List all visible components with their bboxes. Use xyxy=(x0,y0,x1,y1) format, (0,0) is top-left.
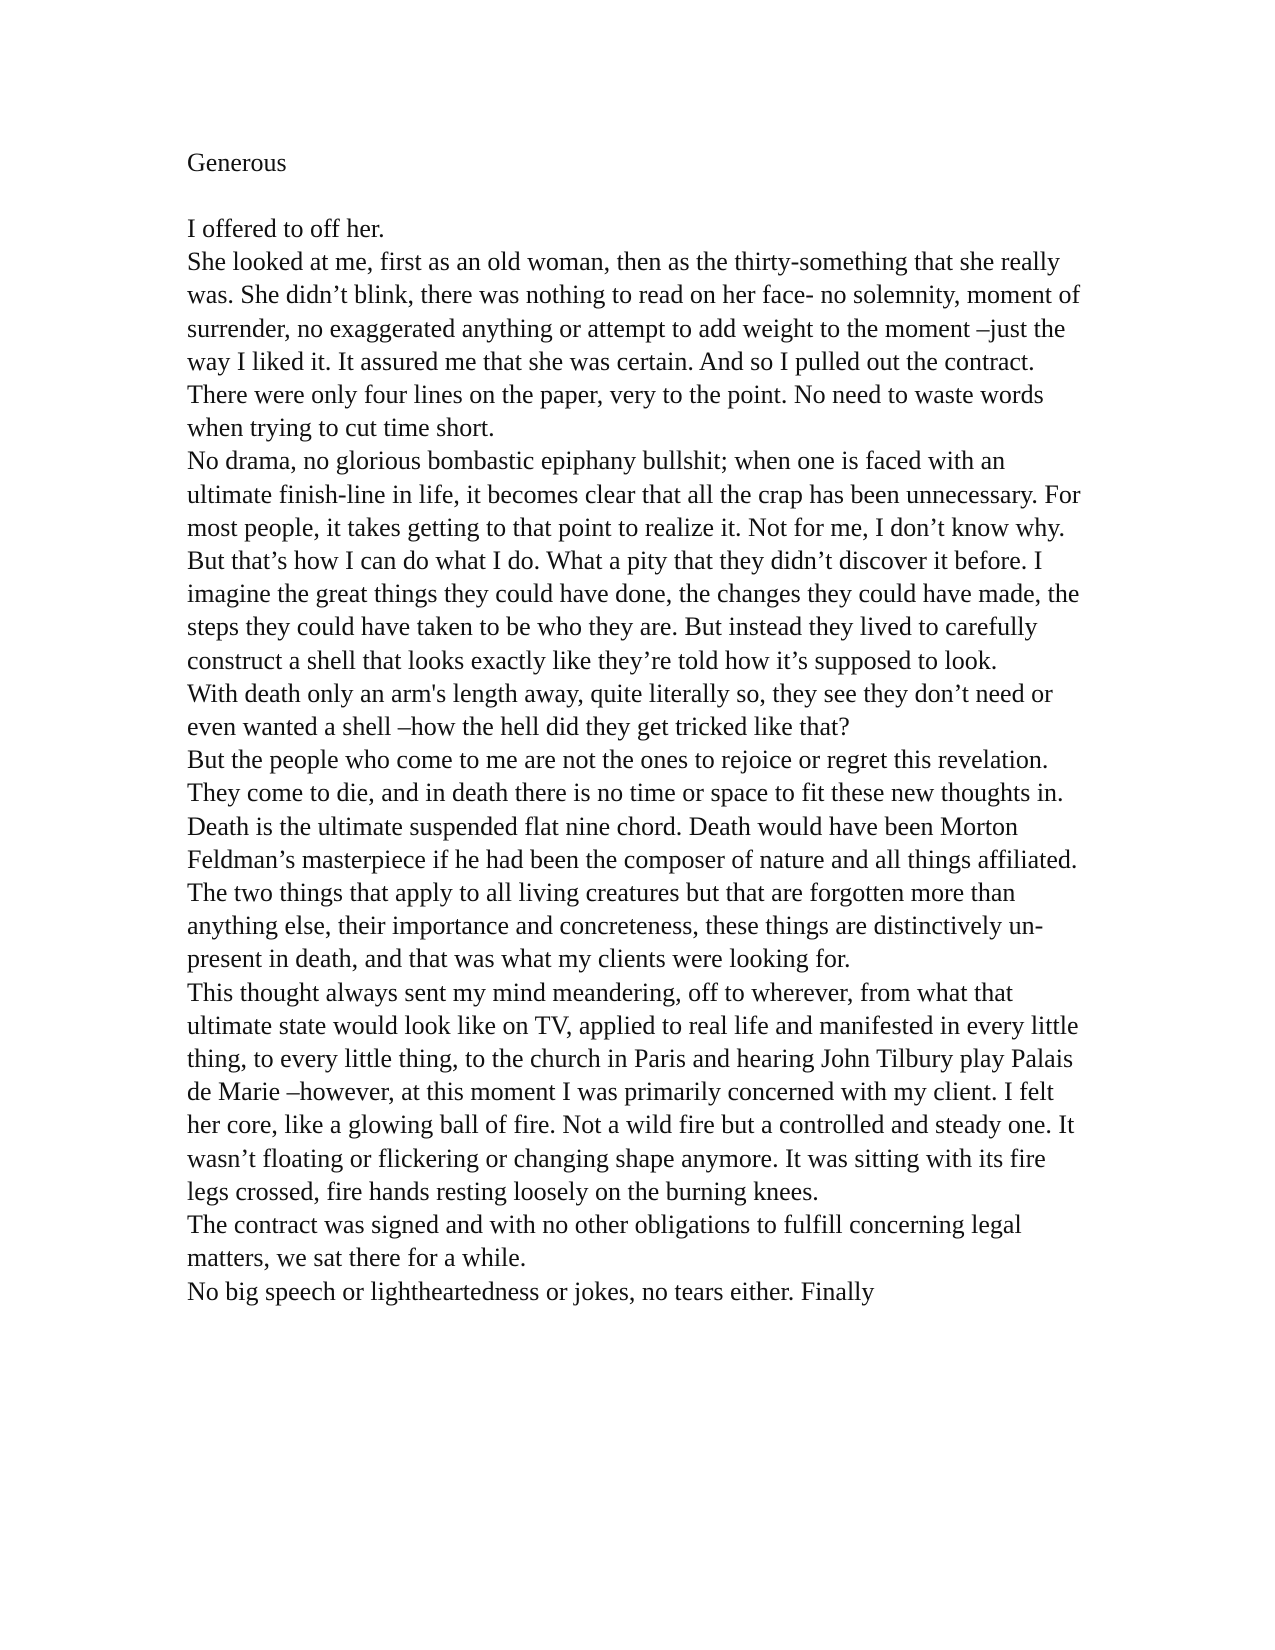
document-title: Generous xyxy=(187,148,287,177)
paragraph: No big speech or lightheartedness or jokes, no tears either. Finally xyxy=(187,1276,875,1306)
paragraph: This thought always sent my mind meandering, off to wherever, from what that ultimate state would look like on TV, applied to real life and manifested in every little thing, to every little thing, to the church in Paris and hearing John Tilbury play Palais de Marie –however, at this moment I was primarily concerned with my client. I felt her core, like a glowing ball of fire. Not a wild fire but a controlled and steady one. It wasn’t floating or flickering or changing shape anymore. It was sitting with its fire legs crossed, fire hands resting loosely on the burning knees. xyxy=(187,977,1079,1206)
paragraph: No drama, no glorious bombastic epiphany bullshit; when one is faced with an ultimate finish-line in life, it becomes clear that all the crap has been unnecessary. For most people, it takes getting to that point to realize it. Not for me, I don’t know why. But that’s how I can do what I do. What a pity that they didn’t discover it before. I imagine the great things they could have done, the changes they could have made, the steps they could have taken to be who they are. But instead they lived to carefully construct a shell that looks exactly like they’re told how it’s supposed to look. xyxy=(187,446,1081,675)
paragraph: The two things that apply to all living creatures but that are forgotten more than anything else, their importance and concreteness, these things are distinctively un-present in death, and that was what my clients were looking for. xyxy=(187,878,1044,974)
paragraph: But the people who come to me are not the ones to rejoice or regret this revelation. They come to die, and in death there is no time or space to fit these new thoughts in. Death is the ultimate suspended flat nine chord. Death would have been Morton Feldman’s masterpiece if he had been the composer of nature and all things affiliated. xyxy=(187,745,1078,874)
paragraph: She looked at me, first as an old woman, then as the thirty-something that she really was. She didn’t blink, there was nothing to read on her face- no solemnity, moment of surrender, no exaggerated anything or attempt to add weight to the moment –just the way I liked it. It assured me that she was certain. And so I pulled out the contract. There were only four lines on the paper, very to the point. No need to waste words when trying to cut time short. xyxy=(187,247,1081,443)
paragraph: The contract was signed and with no other obligations to fulfill concerning legal matters, we sat there for a while. xyxy=(187,1210,1022,1273)
document-body xyxy=(187,212,1087,1308)
paragraph: I offered to off her. xyxy=(187,214,385,243)
paragraph: With death only an arm's length away, quite literally so, they see they don’t need or even wanted a shell –how the hell did they get tricked like that? xyxy=(187,678,1053,742)
